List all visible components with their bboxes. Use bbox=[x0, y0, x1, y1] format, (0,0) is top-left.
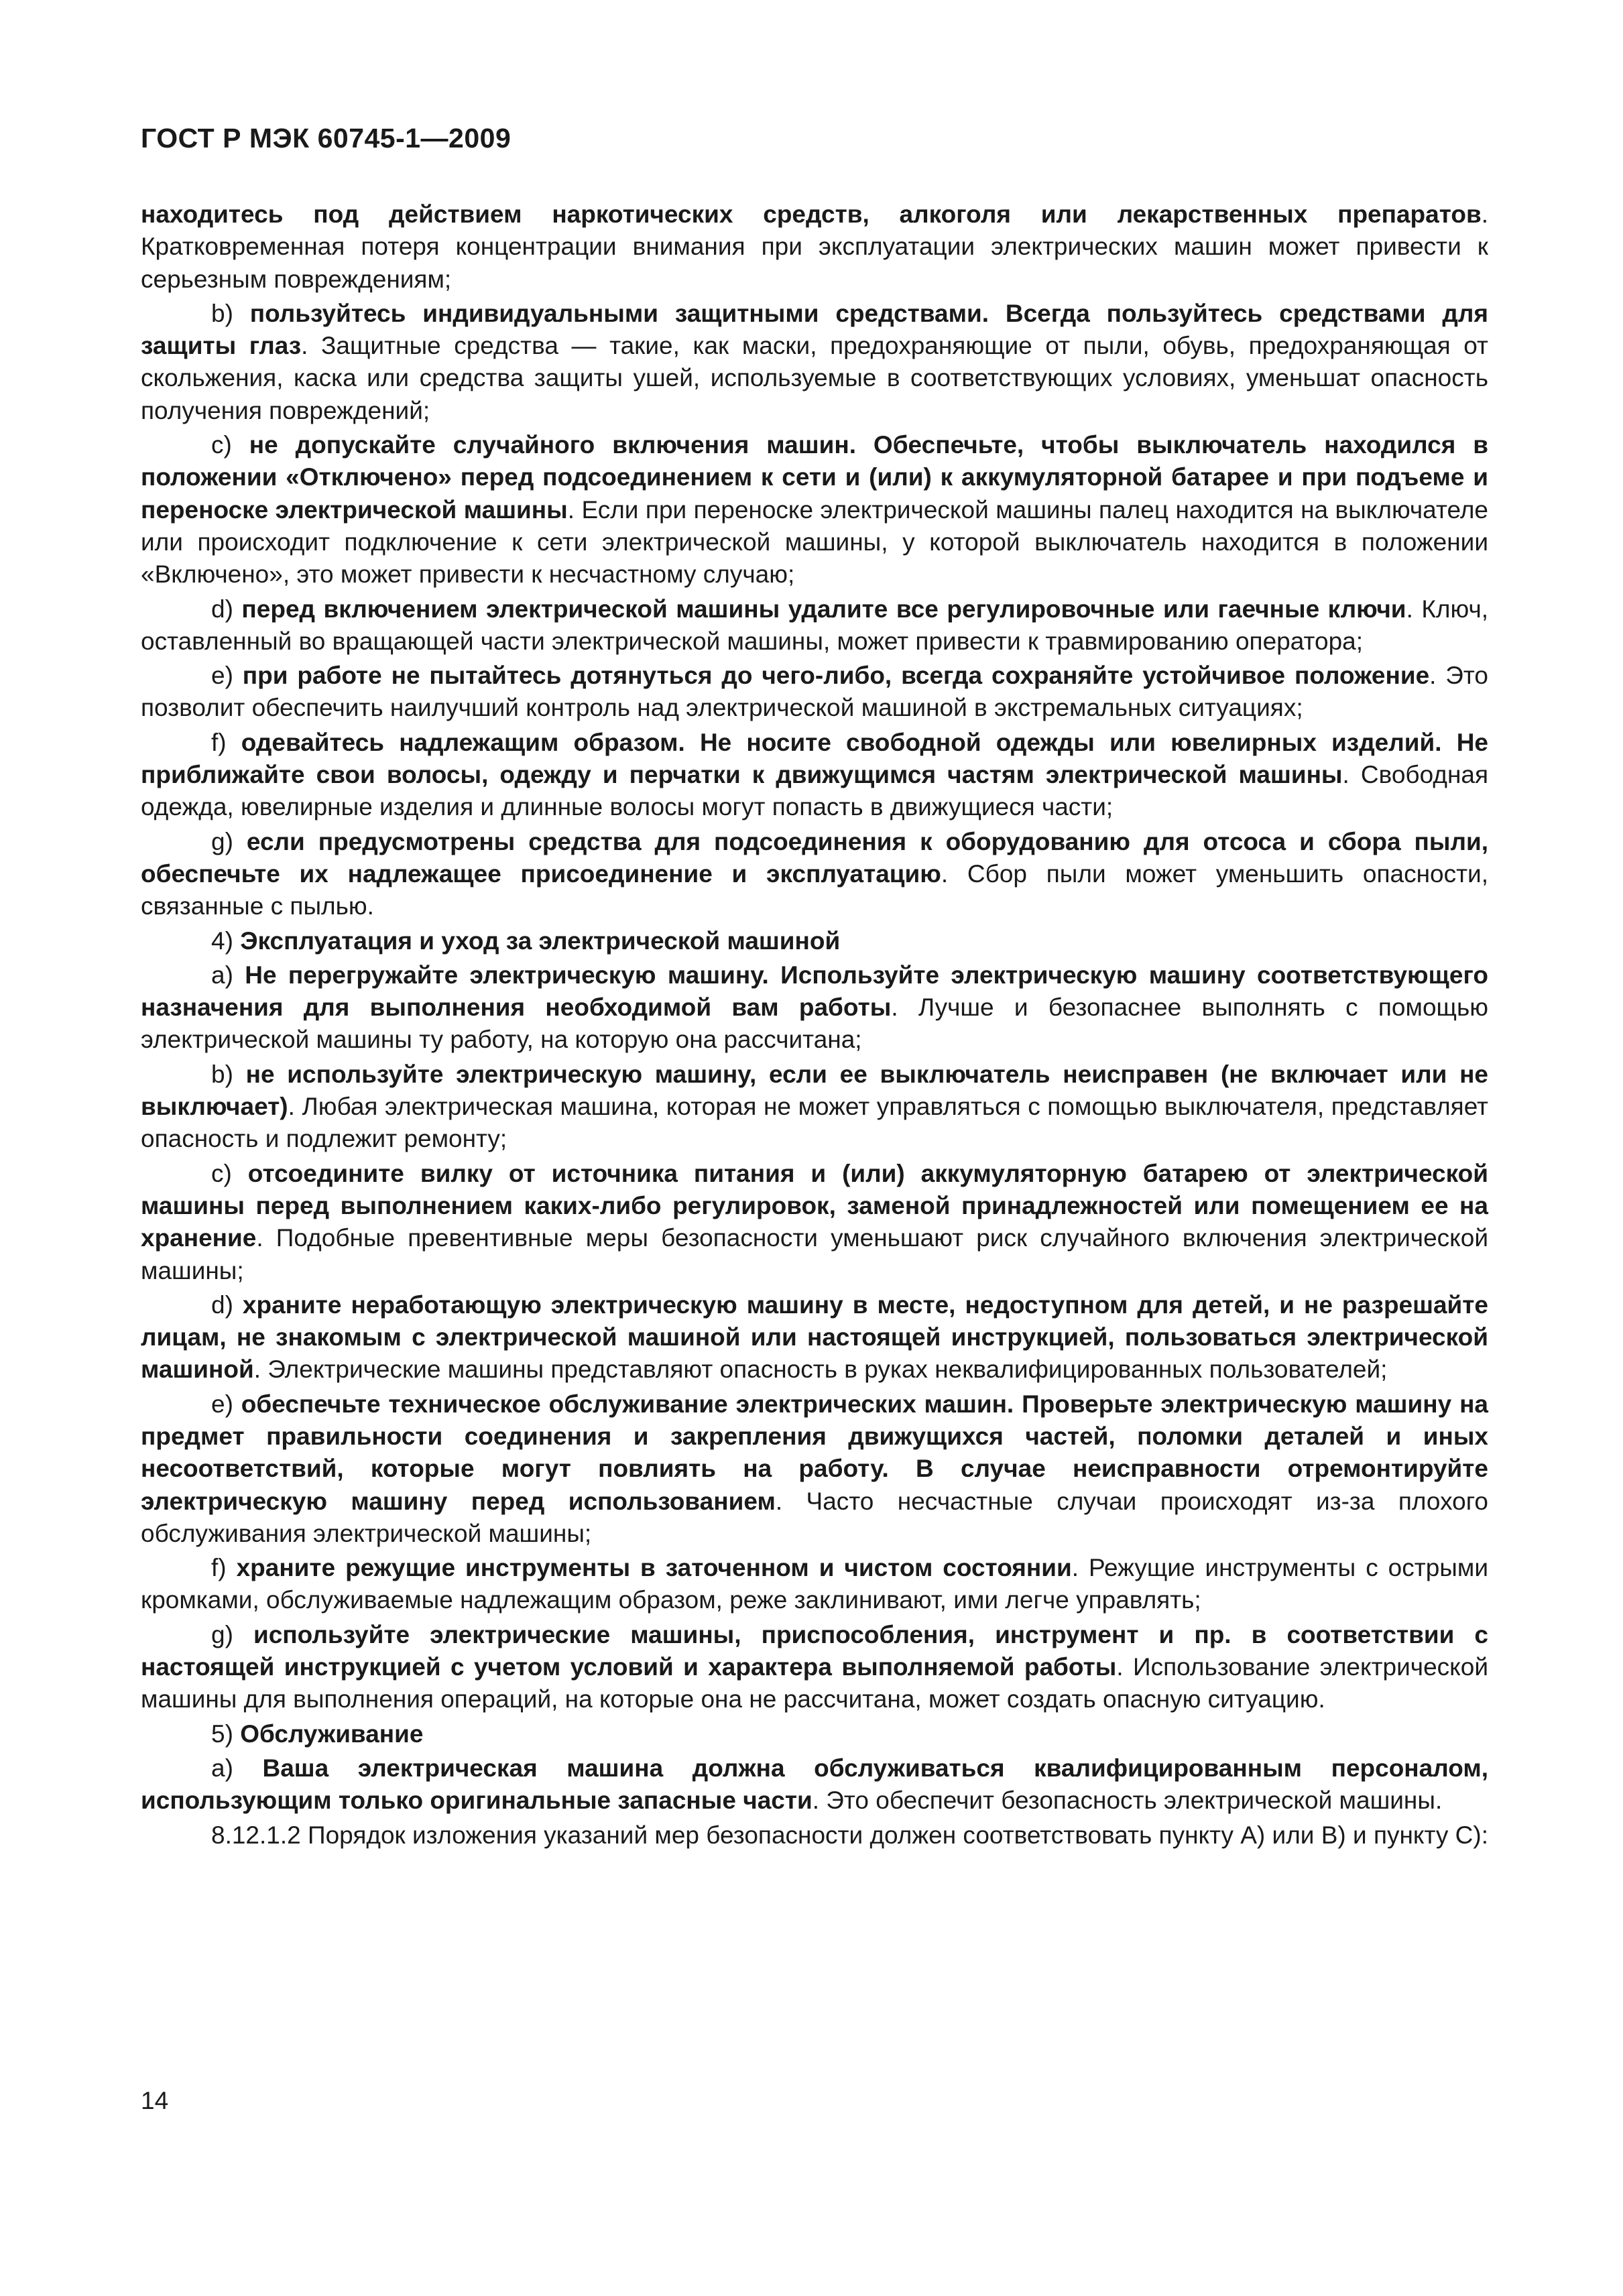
paragraph-text: . Любая электрическая машина, которая не может управляться с помощью выключателя, представляет опасность и подлежит ремонту; bbox=[141, 1093, 1488, 1153]
document-header: ГОСТ Р МЭК 60745-1—2009 bbox=[141, 123, 512, 154]
paragraph-text: . Защитные средства — такие, как маски, предохраняющие от пыли, обувь, предохраняющая от скольжения, каска или средства защиты ушей, используемые в соответствующих условиях, уменьшат опасность получения повреждений; bbox=[141, 332, 1488, 424]
paragraph-bold-text: Обслуживание bbox=[240, 1719, 424, 1748]
paragraph-text: . Лучше и безопаснее выполнять с помощью электрической машины ту работу, на которую она рассчитана; bbox=[141, 993, 1488, 1054]
paragraph-bold-text: находитесь под действием наркотических средств, алкоголя или лекарственных препаратов bbox=[141, 200, 1482, 228]
paragraph-text: . Это позволит обеспечить наилучший контроль над электрической машиной в экстремальных ситуациях; bbox=[141, 662, 1489, 722]
paragraph-prefix: 5) bbox=[211, 1719, 241, 1748]
paragraph-prefix: c) bbox=[211, 431, 249, 459]
paragraph bbox=[141, 593, 1488, 658]
paragraph bbox=[141, 298, 1488, 427]
paragraph-bold-text: не используйте электрическую машину, если ее выключатель неисправен (не включает или не выключает) bbox=[141, 1060, 1489, 1121]
paragraph-text: . Режущие инструменты с острыми кромками, обслуживаемые надлежащим образом, реже заклинивают, ими легче управлять; bbox=[141, 1554, 1488, 1614]
paragraph-text: . Если при переноске электрической машины палец находится на выключателе или происходит подключение к сети электрической машины, у которой выключатель находится в положении «Включено», это может привести к несчастному случаю; bbox=[141, 495, 1488, 589]
paragraph-prefix: b) bbox=[211, 1060, 246, 1088]
paragraph-prefix: c) bbox=[211, 1159, 248, 1187]
paragraph-prefix: g) bbox=[211, 1620, 253, 1648]
document-body bbox=[141, 198, 1488, 1852]
paragraph-bold-text: Эксплуатация и уход за электрической машиной bbox=[240, 926, 841, 955]
paragraph bbox=[141, 1718, 1488, 1750]
paragraph-prefix: 4) bbox=[211, 926, 241, 955]
paragraph-text: . Подобные превентивные меры безопасности уменьшают риск случайного включения электрической машины; bbox=[141, 1224, 1488, 1284]
paragraph bbox=[141, 660, 1488, 725]
paragraph bbox=[141, 1158, 1488, 1287]
paragraph bbox=[141, 429, 1488, 591]
paragraph-prefix: e) bbox=[211, 1390, 241, 1418]
paragraph-bold-text: Ваша электрическая машина должна обслуживаться квалифицированным персоналом, использующим только оригинальные запасные части bbox=[141, 1754, 1489, 1815]
paragraph-text: . Использование электрической машины для выполнения операций, на которые она не рассчитана, может создать опасную ситуацию. bbox=[141, 1653, 1488, 1713]
paragraph-text: . Ключ, оставленный во вращающей части электрической машины, может привести к травмированию оператора; bbox=[141, 595, 1488, 655]
paragraph-bold-text: храните неработающую электрическую машину в месте, недоступном для детей, и не разрешайте лицам, не знакомым с электрической машиной или настоящей инструкцией, пользоваться электрической машиной bbox=[141, 1290, 1488, 1384]
paragraph bbox=[141, 925, 1488, 957]
paragraph bbox=[141, 1619, 1488, 1716]
paragraph-prefix: 8.12.1.2 Порядок изложения указаний мер безопасности должен соответствовать пункту А) или В) и пункту С): bbox=[211, 1821, 1488, 1849]
paragraph-prefix: d) bbox=[211, 1290, 243, 1319]
paragraph-prefix: b) bbox=[211, 299, 250, 327]
paragraph-bold-text: используйте электрические машины, приспособления, инструмент и пр. в соответствии с настоящей инструкцией с учетом условий и характера выполняемой работы bbox=[141, 1620, 1488, 1681]
page-number: 14 bbox=[141, 2087, 169, 2114]
paragraph-prefix: a) bbox=[211, 961, 245, 989]
paragraph bbox=[141, 1552, 1488, 1617]
paragraph bbox=[141, 1289, 1488, 1386]
paragraph-bold-text: при работе не пытайтесь дотянуться до чего-либо, всегда сохраняйте устойчивое положение bbox=[242, 662, 1430, 690]
paragraph bbox=[141, 1388, 1488, 1550]
paragraph bbox=[141, 826, 1488, 923]
paragraph-bold-text: одевайтесь надлежащим образом. Не носите свободной одежды или ювелирных изделий. Не приближайте свои волосы, одежду и перчатки к движущимся частям электрической машины bbox=[141, 728, 1488, 789]
paragraph-bold-text: обеспечьте техническое обслуживание электрических машин. Проверьте электрическую машину на предмет правильности соединения и закрепления движущихся частей, поломки деталей и иных несоответствий, которые могут повлиять на работу. В случае неисправности отремонтируйте электрическую машину перед использованием bbox=[141, 1390, 1488, 1515]
paragraph bbox=[141, 1059, 1488, 1156]
paragraph-prefix: f) bbox=[211, 728, 241, 756]
paragraph-prefix: d) bbox=[211, 595, 242, 623]
paragraph bbox=[141, 1752, 1488, 1817]
paragraph-text: . Это обеспечит безопасность электрической машины. bbox=[812, 1787, 1443, 1815]
paragraph-text: . Сбор пыли может уменьшить опасности, связанные с пылью. bbox=[141, 859, 1488, 920]
paragraph-text: . Часто несчастные случаи происходят из-за плохого обслуживания электрической машины; bbox=[141, 1487, 1488, 1547]
paragraph-bold-text: перед включением электрической машины удалите все регулировочные или гаечные ключи bbox=[241, 595, 1406, 623]
paragraph-bold-text: храните режущие инструменты в заточенном и чистом состоянии bbox=[236, 1554, 1072, 1582]
paragraph-prefix: g) bbox=[211, 827, 247, 855]
paragraph bbox=[141, 198, 1488, 296]
paragraph-bold-text: Не перегружайте электрическую машину. Используйте электрическую машину соответствующего назначения для выполнения необходимой вам работы bbox=[141, 961, 1488, 1022]
paragraph-text: . Кратковременная потеря концентрации внимания при эксплуатации электрических машин может привести к серьезным повреждениям; bbox=[141, 200, 1488, 293]
paragraph bbox=[141, 959, 1488, 1056]
paragraph-bold-text: отсоедините вилку от источника питания и (или) аккумуляторную батарею от электрической машины перед выполнением каких-либо регулировок, заменой принадлежностей или помещением ее на хранение bbox=[141, 1159, 1489, 1252]
paragraph-bold-text: если предусмотрены средства для подсоединения к оборудованию для отсоса и сбора пыли, обеспечьте их надлежащее присоединение и эксплуатацию bbox=[141, 827, 1488, 888]
paragraph-prefix: a) bbox=[211, 1754, 263, 1782]
paragraph bbox=[141, 727, 1488, 824]
paragraph-bold-text: не допускайте случайного включения машин. Обеспечьте, чтобы выключатель находился в положении «Отключено» перед подсоединением к сети и (или) к аккумуляторной батарее и при подъеме и переноске электрической машины bbox=[141, 431, 1488, 524]
paragraph-bold-text: пользуйтесь индивидуальными защитными средствами. Всегда пользуйтесь средствами для защиты глаз bbox=[141, 299, 1488, 360]
paragraph-text: . Свободная одежда, ювелирные изделия и длинные волосы могут попасть в движущиеся части; bbox=[141, 761, 1488, 821]
paragraph-prefix: f) bbox=[211, 1554, 237, 1582]
paragraph-prefix: e) bbox=[211, 662, 243, 690]
paragraph bbox=[141, 1819, 1488, 1852]
paragraph-text: . Электрические машины представляют опасность в руках неквалифицированных пользователей; bbox=[253, 1355, 1388, 1384]
